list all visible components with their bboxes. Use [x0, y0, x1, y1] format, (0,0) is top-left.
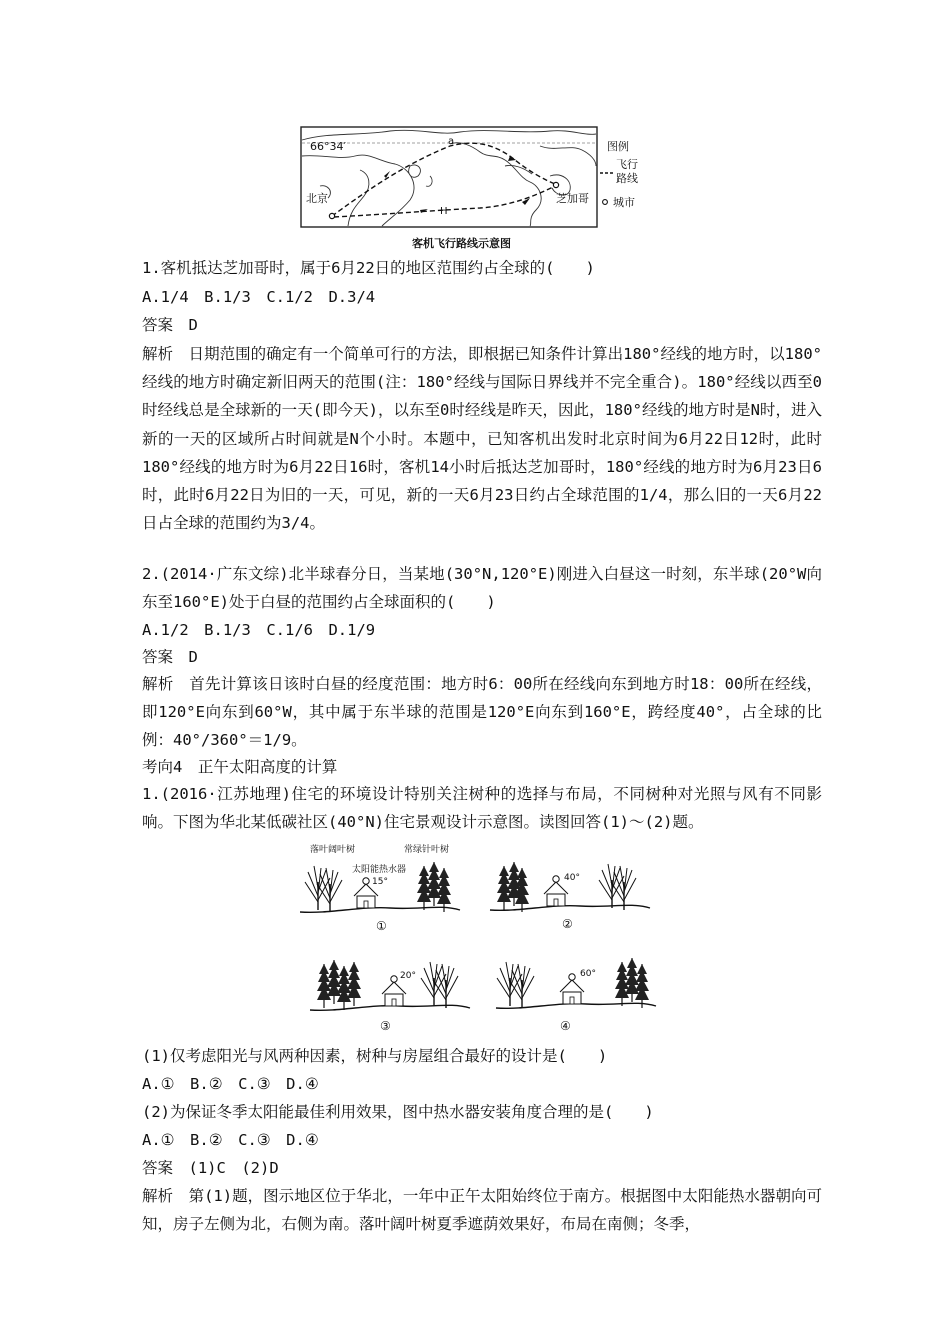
sub1-stem: (1)仅考虑阳光与风两种因素，树种与房屋组合最好的设计是( ): [142, 1047, 608, 1065]
panel-2: [490, 862, 650, 931]
point-h-label: H: [440, 206, 448, 217]
panel-1-number: ①: [376, 919, 387, 933]
q1-stem: 1.客机抵达芝加哥时，属于6月22日的地区范围约占全球的( ): [142, 259, 595, 277]
panel-4-angle: 60°: [580, 969, 596, 979]
flight-route-map: [300, 126, 650, 230]
q2-analysis: 解析 首先计算该日该时白昼的经度范围：地方时6：00所在经线向东到地方时18：00所在经线，即120°E向东到60°W，其中属于东半球的范围是120°E向东到160°E，跨经度40°，占全球的比例：40°/360°＝1/9。: [142, 675, 822, 750]
evergreen-label: 常绿针叶树: [404, 845, 450, 855]
chicago-city-icon: [553, 182, 558, 187]
q2-stem: 2.(2014·广东文综)北半球春分日，当某地(30°N,120°E)刚进入白昼这一时刻，东半球(20°W向东至160°E)处于白昼的范围约占全球面积的( ): [142, 565, 822, 612]
section-heading: 考向4 正午太阳高度的计算: [142, 758, 338, 776]
panel-1-angle: 15°: [372, 877, 388, 887]
beijing-city-icon: [329, 213, 334, 218]
panel-3: [310, 960, 470, 1033]
beijing-label: 北京: [306, 192, 328, 205]
legend-title: 图例: [607, 140, 629, 153]
sub2-stem: (2)为保证冬季太阳能最佳利用效果，图中热水器安装角度合理的是( ): [142, 1103, 654, 1121]
deciduous-label: 落叶阔叶树: [310, 845, 356, 855]
q2-options: A.1/2 B.1/3 C.1/6 D.1/9: [142, 621, 376, 639]
q3-answer: 答案 (1)C (2)D: [142, 1159, 279, 1177]
panel-3-angle: 20°: [400, 971, 416, 981]
q2-answer: 答案 D: [142, 648, 198, 666]
point-a-label: a: [448, 136, 455, 147]
panel-4: [496, 958, 656, 1033]
legend-route-label-1: 飞行: [616, 158, 638, 171]
legend-city-label: 城市: [613, 196, 635, 209]
sub1-options: A.① B.② C.③ D.④: [142, 1075, 319, 1093]
q1-options: A.1/4 B.1/3 C.1/2 D.3/4: [142, 288, 376, 306]
q1-analysis: 解析 日期范围的确定有一个简单可行的方法，即根据已知条件计算出180°经线的地方时，以180°经线的地方时确定新旧两天的范围(注：180°经线与国际日界线并不完全重合)。180°经线以西至0时经线总是全球新的一天(即今天)，以东至0时经线是昨天，因此，180°经线的地方时是N时，进入新的一天的区域所占时间就是N个小时。本题中，已知客机出发时北京时间为6月22日12时，此时180°经线的地方时为6月22日16时，客机14小时后抵达芝加哥时，180°经线的地方时为6月23日6时，此时6月22日为旧的一天，可见，新的一天6月23日约占全球范围的1/4，那么旧的一天6月22日占全球的范围约为3/4。: [142, 345, 822, 533]
q3-stem: 1.(2016·江苏地理)住宅的环境设计特别关注树种的选择与布局，不同树种对光照与风有不同影响。下图为华北某低碳社区(40°N)住宅景观设计示意图。读图回答(1)～(2)题。: [142, 785, 822, 832]
q3-analysis: 解析 第(1)题，图示地区位于华北，一年中正午太阳始终位于南方。根据图中太阳能热水器朝向可知，房子左侧为北，右侧为南。落叶阔叶树夏季遮荫效果好，布局在南侧；冬季，: [142, 1187, 822, 1234]
map-caption: 客机飞行路线示意图: [412, 237, 511, 250]
sub2-options: A.① B.② C.③ D.④: [142, 1131, 319, 1149]
housing-landscape-figure: [300, 840, 670, 1036]
q1-answer: 答案 D: [142, 316, 198, 334]
panel-2-angle: 40°: [564, 873, 580, 883]
panel-3-number: ③: [380, 1019, 391, 1033]
legend-city-icon: [603, 200, 608, 205]
heater-label: 太阳能热水器: [352, 865, 407, 875]
latitude-label: 66°34′: [310, 140, 346, 153]
legend-route-label-2: 路线: [616, 172, 638, 185]
panel-4-number: ④: [560, 1019, 571, 1033]
chicago-label: 芝加哥: [556, 192, 589, 205]
panel-2-number: ②: [562, 917, 573, 931]
